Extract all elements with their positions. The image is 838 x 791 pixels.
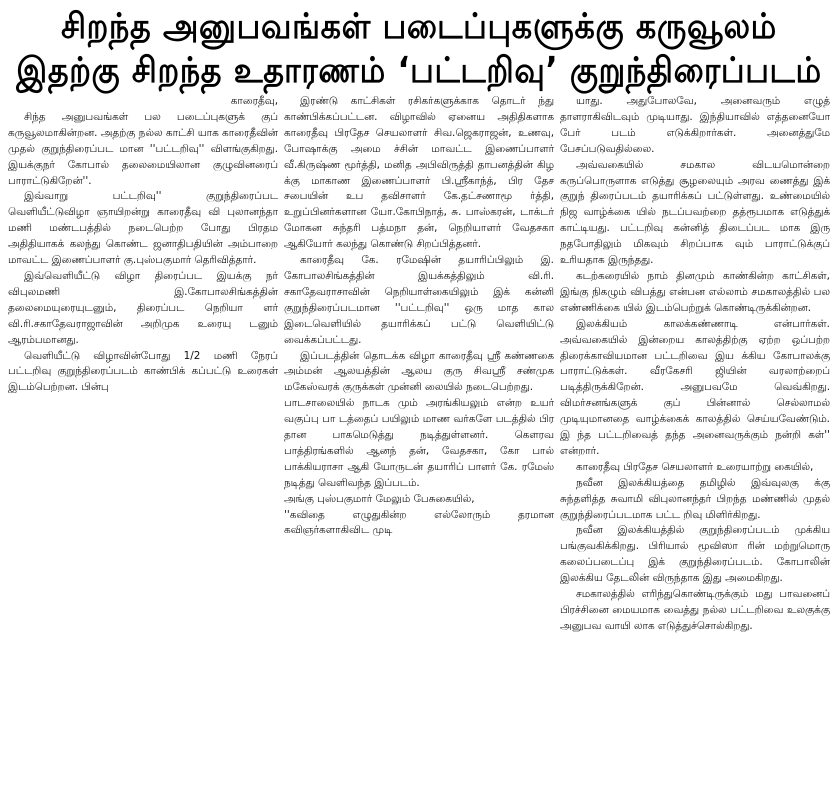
paragraph: கடற்கரையில் நாம் தினமும் காண்கின்ற காட்சிகள், இங்கு நிகழும் விபத்து என்பன எல்லாம் சமகாலத்தில் பல எண்ணிக்கை யில் இடம்பெற்றுக் கொண்டிருக்கின்றன. — [560, 269, 830, 314]
article-body — [8, 94, 830, 785]
paragraph: ''கவிதை எழுதுகின்ற எல்லோரும் தரமான கவிஞர்களாகிவிட முடி — [284, 508, 554, 537]
paragraph: இலக்கியம் காலக்கண்ணாடி என்பார்கள். அவ்வகையில் இன்றைய காலத்திற்கு ஏற்ற ஒப்பற்ற திரைக்காவியமான பட்டறிவை இய க்கிய கோபாலக்கு பாராட்டுக்கள். வீரகேசரி ஜியின் வரலாற்றைப் படித்திருக்கிறேன். அனுபவமே வெவ்கிறது. விமர்சனங்களுக் குப் பின்னால் செல்லாமல் முடியுமானதை வாழ்க்கைக் காலத்தில் செய்யவேண்டும். இ ந்த பட்டறிவைத் தந்த அனைவருக்கும் நன்றி கள்'' என்றார். — [560, 317, 830, 457]
paragraph: இவ்வெளியீட்டு விழா திரைப்பட இயக்கு நர் விபுலமணி இ.கோபாலசிங்கத்தின் தலைமையுரையுடனும், திரைப்பட நெறியா ளர் வி.ரி.சகாதேவராஜாவின் அறிமுக உரையு டனும் ஆரம்பமானது. — [8, 269, 278, 346]
paragraph: காரைதீவு கே. ரமேஷின் தயாரிப்பிலும் இ. கோபாலசிங்கத்தின் இயக்கத்திலும் வி.ரி. சகாதேவராசாவின் நெறியாள்கையிலும் இக் கன்னி குறுந்திரைப்படமான ''பட்டறிவு'' ஒரு மாத கால இடைவெளியில் தயாரிக்கப் பட்டு வெளியிட்டு வைக்கப்பட்டது. — [284, 254, 554, 346]
dateline: காரைதீவு, — [230, 95, 278, 107]
paragraph: காரைதீவு பிரதேச செயலாளர் உரையாற்று கையில், — [576, 460, 814, 473]
paragraph: சிந்த அனுபவங்கள் பல படைப்புகளுக் குப் கருவூலமாகின்றன. அதற்கு நல்ல காட்சி யாக காரைதீவின் முதல் குறுந்திரைப்பட மான ''பட்டறிவு'' விளங்குகிறது. இயக்குநர் கோபால் தலைமையிலான குழுவினரைப் பாராட்டுகிறேன்''. — [8, 110, 278, 187]
paragraph: இப்படத்தின் தொடக்க விழா காரைதீவு ஸ்ரீ கண்ணகை அம்மன் ஆலயத்தின் ஆலய குரு சிவஸ்ரீ சண்முக மகேஸ்வரக் குருக்கள் முன்னி லையில் நடைபெற்றது. — [284, 349, 554, 394]
paragraph: அங்கு புஸ்பகுமார் மேலும் பேசுகையில், — [284, 492, 475, 505]
headline-line-1: சிறந்த அனுபவங்கள் படைப்புகளுக்கு கருவூலம் — [61, 5, 777, 47]
headline — [0, 0, 838, 92]
headline-line-2: இதற்கு சிறந்த உதாரணம் ‘பட்டறிவு’ குறுந்திரைப்படம் — [16, 49, 822, 91]
paragraph: யாது. அதுபோலவே, அனைவரும் எழுத் தாளராகிவிடவும் முடியாது. இந்தியாவில் எத்தனையோ பேர் படம் எடுக்கிறார்கள். அனைத்துமே பேசப்படுவதில்லை. — [560, 95, 830, 155]
paragraph: வெளியீட்டு விழாவின்போது 1/2 மணி நேரப் பட்டறிவு குறுந்திரைப்படம் காண்பிக் கப்பட்டு உரைகள் இடம்பெற்றன. பின்பு — [8, 349, 278, 394]
paragraph: சமகாலத்தில் எரிந்துகொண்டிருக்கும் மது பாவனைப் பிரச்சினை மையமாக வைத்து நல்ல பட்டறிவை உலகுக்கு அனுபவ வாயி லாக எடுத்துச்சொல்கிறது. — [560, 588, 830, 632]
paragraph: நவீன இலக்கியத்தை தமிழில் இவ்வுலகு க்கு சுந்தளித்த சுவாமி விபுலானந்தர் பிறந்த மண்ணில் முதல் குறுந்திரைப்படமாக பட்ட றிவு மிளிர்கிறது. — [560, 476, 830, 521]
paragraph: அவ்வகையில் சமகால விடயமொன்றை கருப்பொருளாக எடுத்து சூழலையும் அரவ ணைத்து இக் குறுந் திரைப்படம் தயாரிக்கப் பட்டுள்ளது. உண்மையில் நிஜ வாழ்க்கை யில் நடப்பவற்றை தத்ரூபமாக எடுத்துக் காட்டியது. பட்டறிவு கன்னித் திடைப்பட மாக இரு நதபோதிலும் மிகவும் சிறப்பாக வும் பாராட்டுக்குப் உரியதாக இருந்தது. — [560, 158, 830, 267]
paragraph: நவீன இலக்கியத்தில் குறுந்திரைப்படம் முக்கிய பங்குவகிக்கிறது. பிரியால் மூவிஸா ரின் மற்றுமொரு கலைப்படைப்பு இக் குறுந்திரைப்படம். கோபாலின் இலக்கிய தேடலின் விருந்தாக இது அமைகிறது. — [560, 524, 830, 585]
paragraph: இரண்டு காட்சிகள் ரசிகர்களுக்காக தொடர் ந்து காண்பிக்கப்பட்டன. விழாவில் ஏனைய அதிதிகளாக காரைதீவு பிரதேச செயலாளர் சிவ.ஜெகராஜன், உணவு, போஷாக்கு அமை ச்சின் மாவட்ட இணைப்பாளர் வீ.கிருஷ்ண மூர்த்தி, மனித அபிவிருத்தி தாபனத்தின் கிழ க்கு மாகாண இணைப்பாளர் பி.ஸ்ரீகாந்த், பிர தேச சபையின் உப தவிசாளர் கே.தட்சணாமூ ர்த்தி, உறுப்பினர்களான யோ.கோபிநாத், சு. பாஸ்கரன், டாக்டர் மோகன சுந்தரி பத்மநா தன், நெறியாளர் வேதசகா ஆகியோர் கலந்து கொண்டு சிறப்பித்தனர். — [284, 95, 554, 251]
paragraph: பாடசாலையில் நாடக மும் அரங்கியலும் என்ற உயர் வகுப்பு பா டத்தைப் பயிலும் மாண வர்களே படத்தில் பிர தான பாகமெடுத்து நடித்துள்ளனர். கௌரவ பாத்திரங்களில் ஆனந் தன், வேதசகா, கோ பால் பாக்கியராசா ஆகி யோருடன் தயாரிப் பாளர் கே. ரமேஸ் நடித்து வெளிவந்த இப்படம். — [284, 397, 554, 489]
article-column-3 — [560, 94, 830, 785]
article-column-2 — [284, 94, 554, 785]
article-column-1 — [8, 94, 278, 785]
paragraph: இவ்வாறு பட்டறிவு'' குறுந்திரைப்பட வெளியீட்டுவிழா ஞாயிறன்று காரைதீவு வி புலானந்தா மணி மண்டபத்தில் நடைபெற்ற போது பிரதம அதிதியாகக் கலந்து கொண்ட ஜனாதிபதியின் அம்பாறை மாவட்ட இணைப்பாளர் கு.புஸ்பகுமார் தெரிவித்தார். — [8, 190, 278, 267]
